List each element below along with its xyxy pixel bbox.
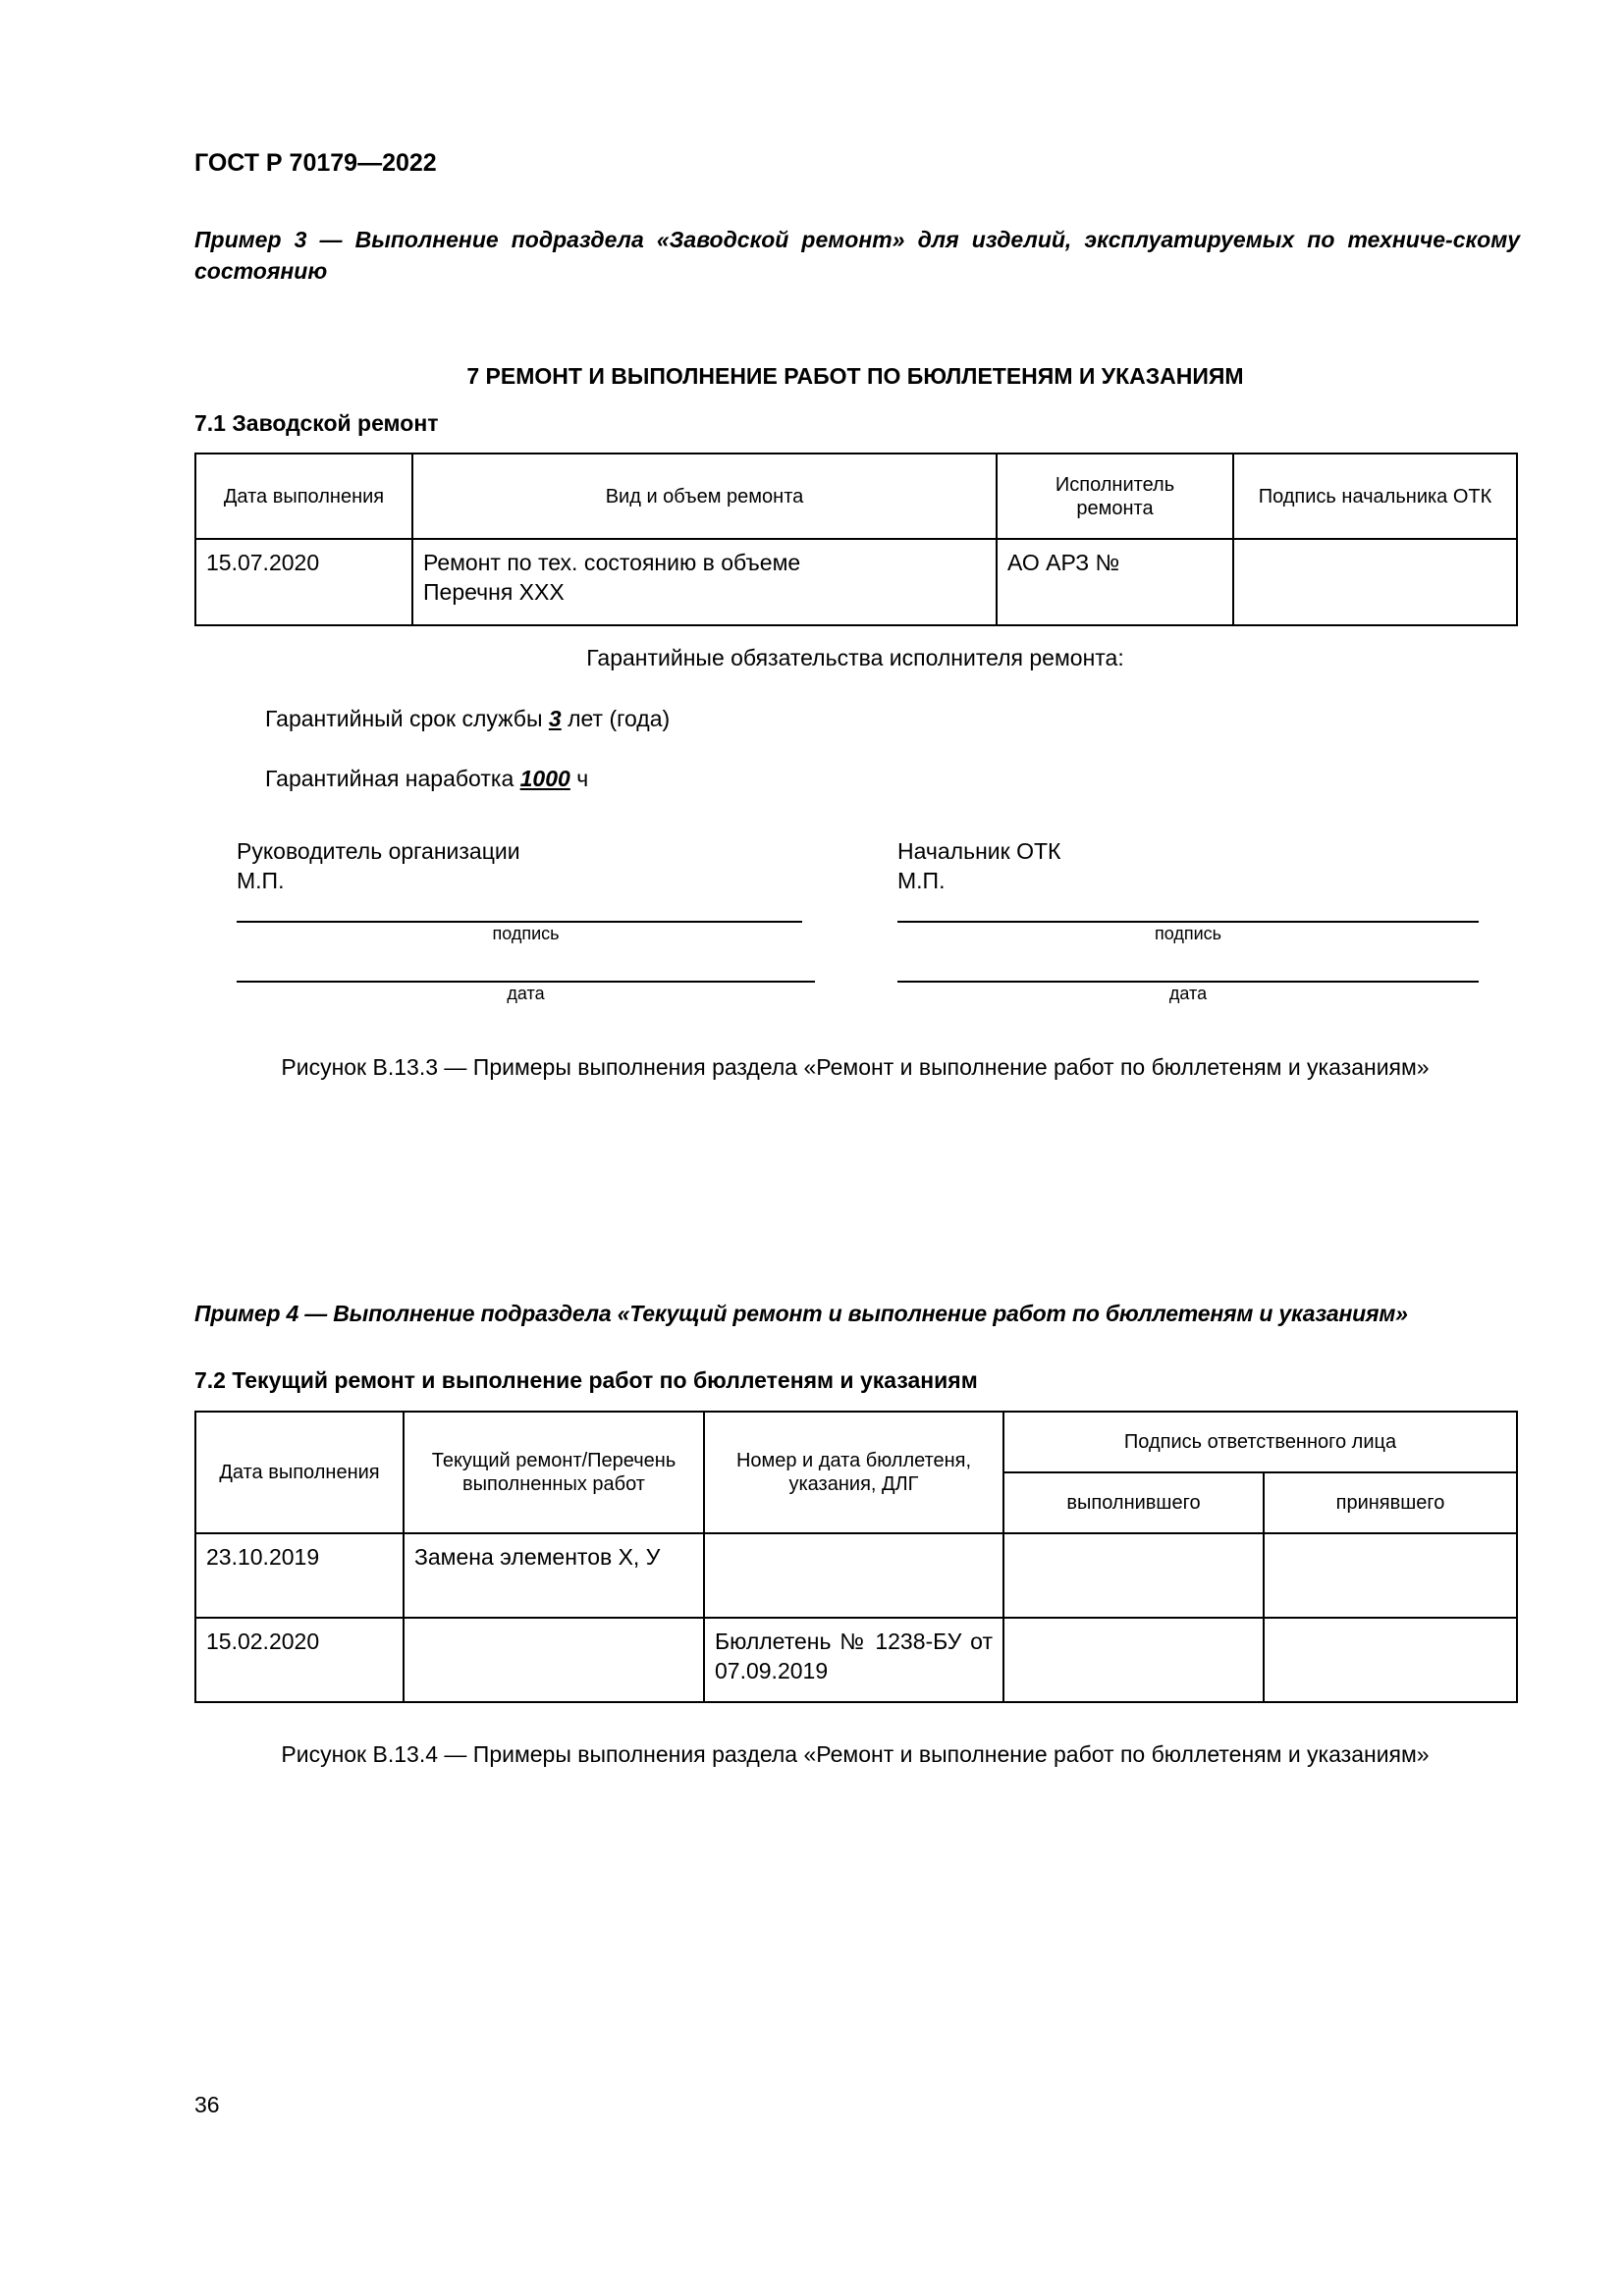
operating-time-value: 1000 bbox=[519, 766, 570, 791]
date-caption-right: дата bbox=[1168, 984, 1208, 1003]
date-line-left bbox=[237, 981, 815, 983]
signature-line-left bbox=[237, 921, 802, 923]
signature-line-right bbox=[897, 921, 1479, 923]
signature-block-right bbox=[897, 836, 1060, 895]
cell-current-repair bbox=[404, 1618, 704, 1702]
example-3-title: Пример 3 — Выполнение подраздела «Заводской ремонт» для изделий, эксплуатируемых по техниче-скому состоянию bbox=[194, 227, 1520, 284]
section-title: 7 РЕМОНТ И ВЫПОЛНЕНИЕ РАБОТ ПО БЮЛЛЕТЕНЯМ И УКАЗАНИЯМ bbox=[466, 363, 1244, 389]
date-line-right bbox=[897, 981, 1479, 983]
operating-time-suffix: ч bbox=[569, 766, 589, 791]
subsection-title-7-1: 7.1 Заводской ремонт bbox=[194, 410, 439, 436]
example-4-title: Пример 4 — Выполнение подраздела «Текущий ремонт и выполнение работ по бюллетеням и указаниям» bbox=[194, 1301, 1408, 1326]
left-role: Руководитель организации bbox=[237, 838, 520, 864]
col-subheader-performed: выполнившего bbox=[1003, 1472, 1264, 1533]
signature-block-left bbox=[237, 836, 520, 895]
signature-caption-right: подпись bbox=[1154, 924, 1222, 943]
service-life-suffix: лет (года) bbox=[561, 706, 671, 731]
cell-executor: АО АРЗ № bbox=[997, 539, 1233, 625]
figure-caption-1: Рисунок В.13.3 — Примеры выполнения раздела «Ремонт и выполнение работ по бюллетеням и указаниям» bbox=[281, 1054, 1430, 1080]
document-header: ГОСТ Р 70179—2022 bbox=[194, 149, 437, 177]
subsection-title-7-2: 7.2 Текущий ремонт и выполнение работ по бюллетеням и указаниям bbox=[194, 1367, 978, 1393]
guarantee-title: Гарантийные обязательства исполнителя ремонта: bbox=[586, 645, 1124, 670]
col-header-current-repair: Текущий ремонт/Перечень выполненных работ bbox=[404, 1412, 704, 1533]
right-stamp: М.П. bbox=[897, 868, 946, 893]
col-subheader-accepted: принявшего bbox=[1264, 1472, 1517, 1533]
cell-bulletin bbox=[704, 1533, 1003, 1618]
left-stamp: М.П. bbox=[237, 868, 285, 893]
cell-accepted bbox=[1264, 1533, 1517, 1618]
cell-date: 15.07.2020 bbox=[195, 539, 412, 625]
right-role: Начальник ОТК bbox=[897, 838, 1061, 864]
current-repair-table bbox=[194, 1411, 1518, 1703]
col-header-date: Дата выполнения bbox=[195, 454, 412, 539]
guarantee-service-life bbox=[265, 706, 670, 732]
cell-performed bbox=[1003, 1618, 1264, 1702]
col-header-bulletin: Номер и дата бюллетеня, указания, ДЛГ bbox=[704, 1412, 1003, 1533]
col-header-executor: Исполнитель ремонта bbox=[997, 454, 1233, 539]
service-life-prefix: Гарантийный срок службы bbox=[265, 706, 549, 731]
cell-otk-signature bbox=[1233, 539, 1517, 625]
guarantee-operating-time bbox=[265, 766, 588, 792]
table-row bbox=[195, 1618, 1517, 1702]
cell-performed bbox=[1003, 1533, 1264, 1618]
figure-caption-2: Рисунок В.13.4 — Примеры выполнения раздела «Ремонт и выполнение работ по бюллетеням и указаниям» bbox=[281, 1741, 1430, 1767]
cell-current-repair: Замена элементов X, У bbox=[404, 1533, 704, 1618]
table-row bbox=[195, 1533, 1517, 1618]
operating-time-prefix: Гарантийная наработка bbox=[265, 766, 520, 791]
col-header-date: Дата выполнения bbox=[195, 1412, 404, 1533]
col-header-responsible-signature: Подпись ответственного лица bbox=[1003, 1412, 1517, 1472]
factory-repair-table bbox=[194, 453, 1518, 626]
date-caption-left: дата bbox=[507, 984, 545, 1003]
table-header-row bbox=[195, 1412, 1517, 1472]
page-number: 36 bbox=[194, 2092, 220, 2117]
service-life-value: 3 bbox=[548, 706, 562, 731]
cell-accepted bbox=[1264, 1618, 1517, 1702]
col-header-otk-signature: Подпись начальника ОТК bbox=[1233, 454, 1517, 539]
signature-caption-left: подпись bbox=[492, 924, 560, 943]
cell-repair-type: Ремонт по тех. состоянию в объеме Перечня XXX bbox=[412, 539, 997, 625]
table-row bbox=[195, 539, 1517, 625]
cell-date: 23.10.2019 bbox=[195, 1533, 404, 1618]
cell-bulletin: Бюллетень № 1238-БУ от 07.09.2019 bbox=[704, 1618, 1003, 1702]
col-header-repair-type: Вид и объем ремонта bbox=[412, 454, 997, 539]
table-header-row bbox=[195, 454, 1517, 539]
cell-date: 15.02.2020 bbox=[195, 1618, 404, 1702]
